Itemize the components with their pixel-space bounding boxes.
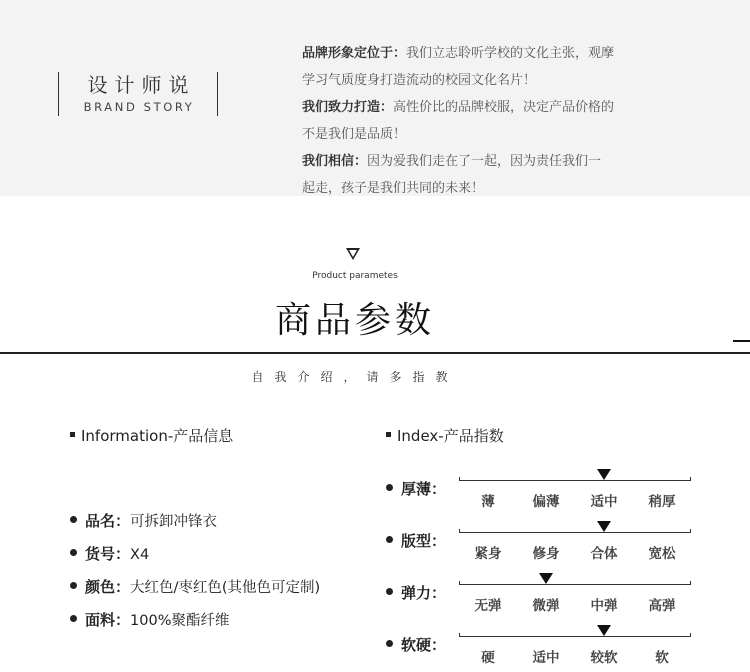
index-scale	[459, 584, 691, 585]
index-label	[386, 634, 446, 655]
index-option: 适中	[532, 650, 560, 666]
divider	[0, 352, 750, 354]
story-label-commitment: 我们致力打造：	[302, 100, 394, 115]
scale-tick	[690, 529, 691, 533]
scale-tick	[459, 477, 460, 481]
index-option: 较软	[590, 650, 618, 666]
index-label-text: 软硬：	[401, 636, 447, 654]
index-label	[386, 478, 446, 499]
info-value: 可拆卸冲锋衣	[130, 514, 218, 530]
info-key: 品名：	[85, 512, 131, 530]
index-label-text: 厚薄：	[401, 480, 447, 498]
story-text: 高性价比的品牌校服，决定产品价格的	[393, 100, 615, 115]
index-marker-icon	[597, 625, 611, 636]
info-row-fabric	[70, 609, 229, 630]
info-value: X4	[130, 547, 150, 563]
story-label-belief: 我们相信：	[302, 154, 368, 169]
brand-story-title	[58, 72, 218, 116]
info-value: 大红色/枣红色(其他色可定制)	[130, 580, 321, 596]
index-marker-icon	[597, 469, 611, 480]
scale-tick	[459, 529, 460, 533]
index-option: 适中	[590, 494, 618, 510]
index-option: 硬	[481, 650, 495, 666]
bullet-icon	[70, 516, 77, 523]
scale-tick	[459, 633, 460, 637]
scale-tick	[690, 633, 691, 637]
index-option: 无弹	[474, 598, 502, 614]
index-label	[386, 530, 446, 551]
brand-story-title-cn: 设计师说	[87, 73, 196, 97]
index-label	[386, 582, 446, 603]
index-marker-icon	[597, 521, 611, 532]
bullet-icon	[386, 588, 393, 595]
story-text: 我们立志聆听学校的文化主张，观摩	[406, 46, 615, 61]
index-option: 微弹	[532, 598, 560, 614]
index-option: 高弹	[648, 598, 676, 614]
story-label-positioning: 品牌形象定位于：	[302, 46, 407, 61]
info-row-name	[70, 510, 217, 531]
down-triangle-icon-inner	[349, 250, 357, 257]
product-info-heading	[70, 425, 233, 446]
bullet-icon	[70, 615, 77, 622]
story-line: 起走，孩子是我们共同的未来！	[302, 181, 485, 196]
bullet-icon	[386, 640, 393, 647]
square-bullet-icon	[70, 432, 75, 437]
divider-accent	[733, 340, 750, 342]
index-option: 薄	[481, 494, 495, 510]
scale-tick	[690, 477, 691, 481]
index-option: 合体	[590, 546, 618, 562]
story-line: 学习气质度身打造流动的校园文化名片！	[302, 73, 537, 88]
index-option: 软	[655, 650, 669, 666]
product-info-heading-text: Information-产品信息	[81, 427, 234, 445]
index-scale	[459, 480, 691, 481]
bullet-icon	[386, 536, 393, 543]
index-option: 偏薄	[532, 494, 560, 510]
story-text: 因为爱我们走在了一起，因为责任我们一	[367, 154, 602, 169]
index-option: 修身	[532, 546, 560, 562]
params-title: 商品参数	[274, 300, 435, 341]
story-line	[302, 94, 682, 121]
story-line: 不是我们是品质！	[302, 127, 407, 142]
info-row-sku	[70, 543, 149, 564]
index-row-elasticity	[386, 576, 716, 626]
story-line	[302, 40, 682, 67]
info-key: 颜色：	[85, 578, 131, 596]
index-option: 紧身	[474, 546, 502, 562]
index-option: 中弹	[590, 598, 618, 614]
scale-tick	[690, 581, 691, 585]
index-option: 稍厚	[648, 494, 676, 510]
index-label-text: 弹力：	[401, 584, 447, 602]
index-row-fit	[386, 524, 716, 574]
index-label-text: 版型：	[401, 532, 447, 550]
brand-story-text	[302, 40, 682, 202]
index-option: 宽松	[648, 546, 676, 562]
scale-tick	[459, 581, 460, 585]
index-row-thickness	[386, 472, 716, 522]
story-line	[302, 148, 682, 175]
bullet-icon	[70, 549, 77, 556]
square-bullet-icon	[386, 432, 391, 437]
index-row-softness	[386, 628, 716, 672]
product-index-heading-text: Index-产品指数	[397, 427, 504, 445]
brand-story-title-en: BRAND STORY	[83, 100, 195, 114]
info-key: 货号：	[85, 545, 131, 563]
bullet-icon	[70, 582, 77, 589]
bullet-icon	[386, 484, 393, 491]
info-row-color	[70, 576, 320, 597]
intro-text: 自我介绍，请多指教	[251, 370, 459, 384]
info-key: 面料：	[85, 611, 131, 629]
product-index-heading	[386, 425, 504, 446]
brand-story-section	[0, 0, 750, 196]
index-marker-icon	[539, 573, 553, 584]
info-value: 100%聚酯纤维	[130, 613, 230, 629]
index-scale	[459, 636, 691, 637]
params-subtitle-en: Product parametes	[312, 271, 398, 281]
index-scale	[459, 532, 691, 533]
